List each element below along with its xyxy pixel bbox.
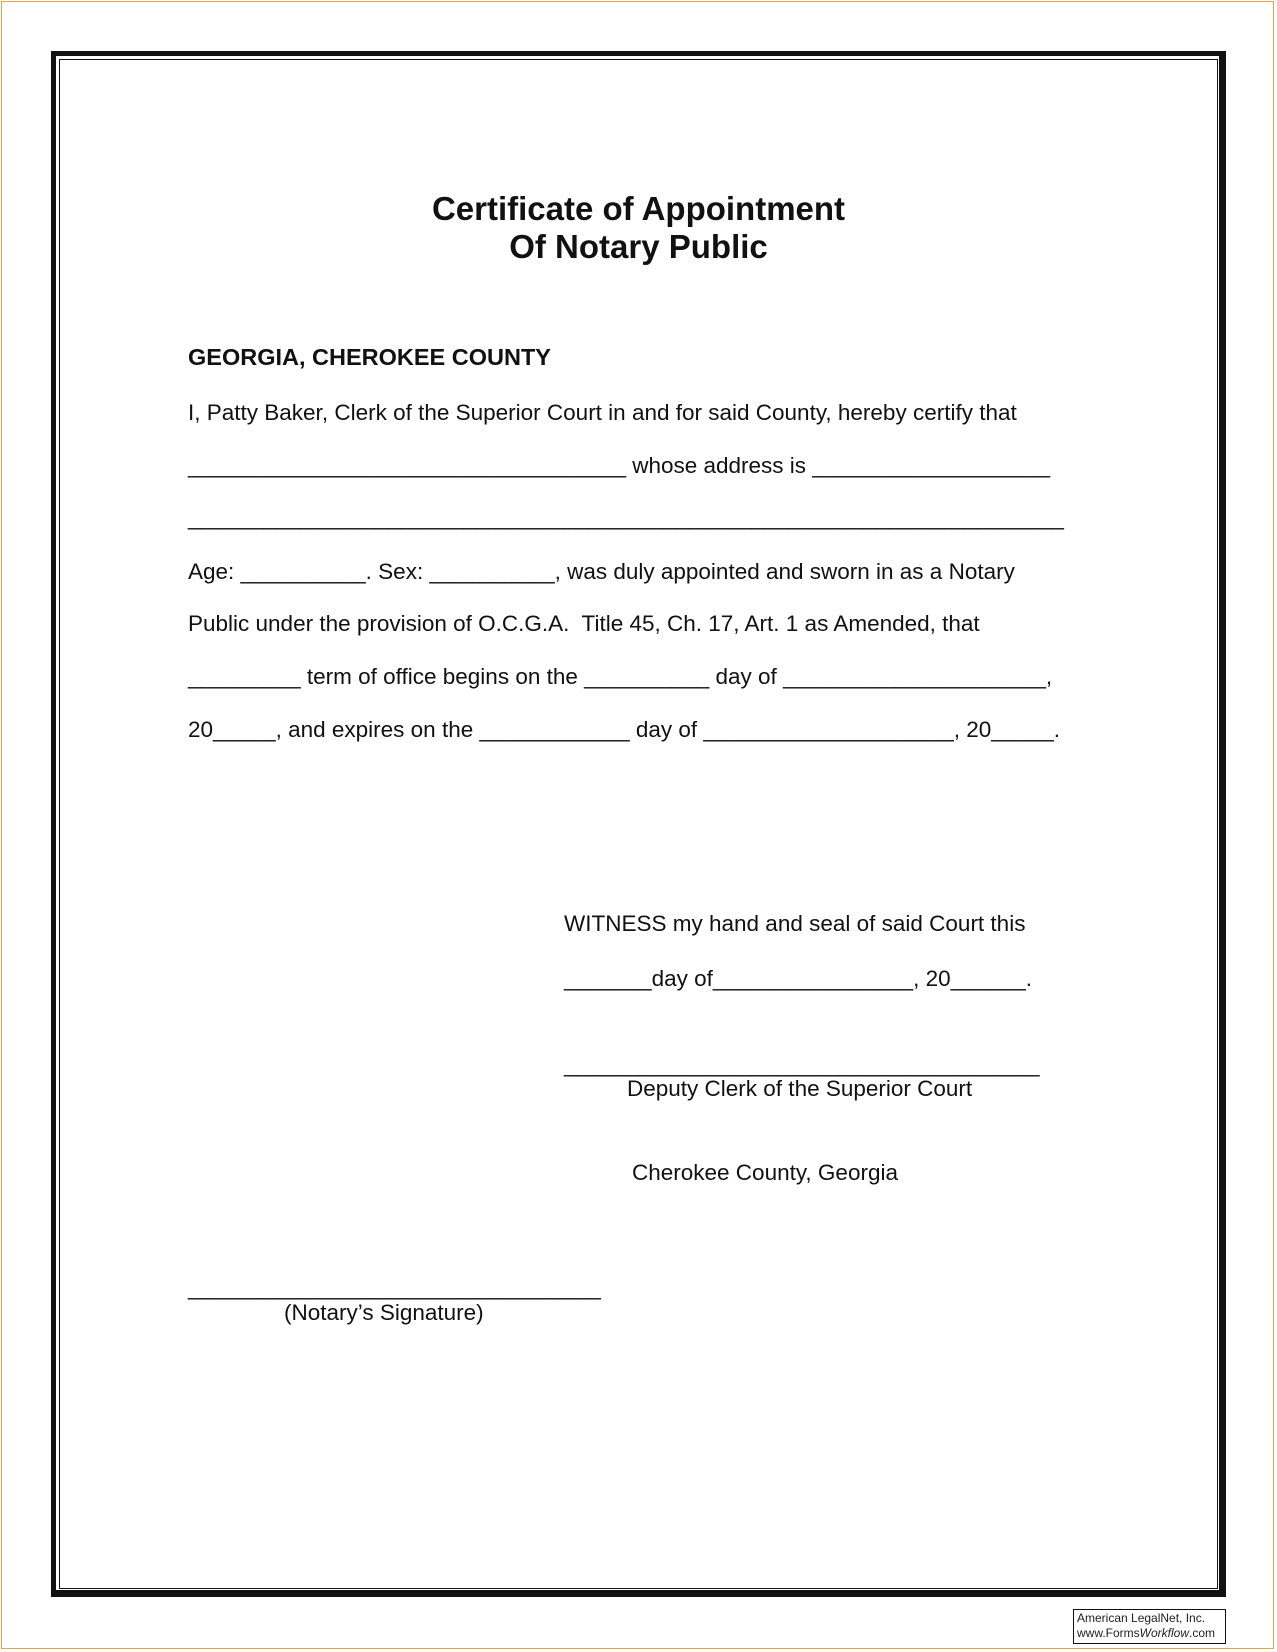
certificate-body-line-7: 20_____, and expires on the ____________ day of ____________________, 20_____. [188,717,1061,742]
certificate-body-line-3: ______________________________________________________________________ [188,505,1064,530]
certificate-body-line-4: Age: __________. Sex: __________, was duly appointed and sworn in as a Notary [188,559,1015,584]
deputy-clerk-signature-line: ______________________________________ [564,1052,1040,1077]
publisher-website [1077,1626,1222,1641]
document-inner-border [59,59,1218,1589]
document-title-line-1: Certificate of Appointment [431,190,846,227]
website-italic: Workflow [1139,1626,1190,1640]
publisher-footer [1073,1609,1226,1644]
certificate-body-line-6: _________ term of office begins on the __________ day of _____________________, [188,664,1053,689]
notary-signature-label: (Notary’s Signature) [284,1300,484,1325]
certificate-body-line-2: ___________________________________ whose address is ___________________ [188,453,1051,478]
witness-statement: WITNESS my hand and seal of said Court this [564,911,1026,936]
website-prefix: www.Forms [1077,1626,1140,1640]
notary-signature-line: _________________________________ [188,1275,601,1300]
document-title-line-2: Of Notary Public [509,228,768,265]
publisher-name: American LegalNet, Inc. [1077,1611,1206,1625]
certificate-body-line-1: I, Patty Baker, Clerk of the Superior Court in and for said County, hereby certify that [188,400,1017,425]
jurisdiction-heading: GEORGIA, CHEROKEE COUNTY [188,344,551,370]
witness-date-line: _______day of________________, 20______. [564,966,1032,991]
deputy-clerk-label: Deputy Clerk of the Superior Court [627,1076,973,1101]
certificate-body-line-5: Public under the provision of O.C.G.A. Title 45, Ch. 17, Art. 1 as Amended, that [188,611,980,636]
county-label: Cherokee County, Georgia [632,1160,898,1185]
website-suffix: .com [1189,1626,1216,1640]
